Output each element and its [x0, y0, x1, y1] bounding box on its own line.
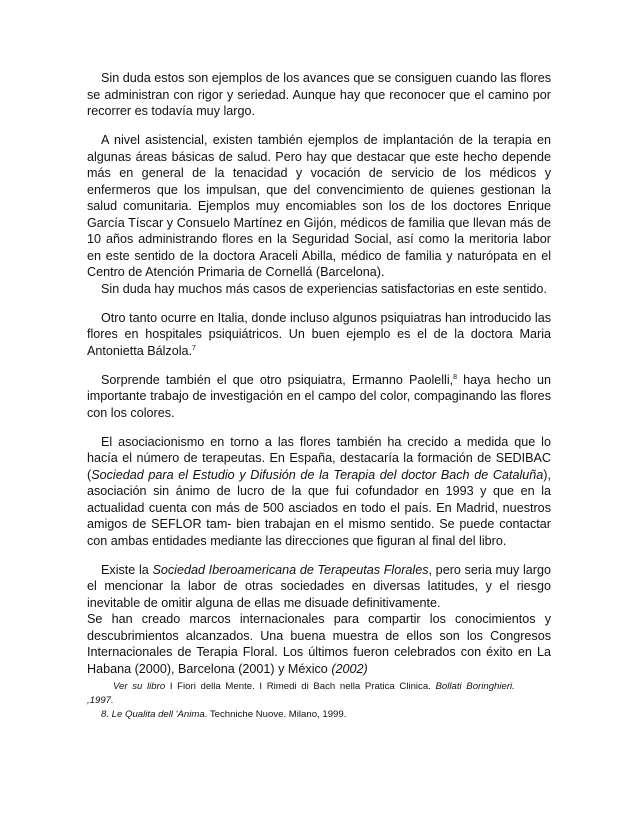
paragraph-6-text-a: El asociacionismo en torno a las flores también ha crecido a medida que lo hacía el número de terapeutas. En España, destacaría la formación de SEDIBAC ( [87, 434, 551, 482]
paragraph-7 [87, 562, 551, 612]
footnote-7-title: I Fiori della Mente. I Rimedi di Bach nella Pratica Clinica. [165, 681, 436, 692]
paragraph-4-text: Otro tanto ocurre en Italia, donde incluso algunos psiquiatras han introducido las flores en hospitales psiquiátricos. Un buen ejemplo es el de la doctora Maria Antonietta Bálzola. [87, 310, 551, 358]
sedibac-name: Sociedad para el Estudio y Difusión de la Terapia del doctor Bach de Cataluña [91, 467, 544, 482]
footnote-7-lead: Ver su libro [113, 681, 166, 692]
paragraph-6-text-b: ), asociación sin ánimo de lucro de la que fui cofundador en 1993 y que en la actualidad cuenta con más de 500 asciados en todo el país. En Madrid, nuestros amigos de SEFLOR tam- bien trabajan en el mismo sentido. Se puede contactar con ambas entidades mediante las direcciones que figuran al final del libro. [87, 467, 551, 548]
paragraph-8-text: Se han creado marcos internacionales para compartir los conocimientos y descubrimientos alcanzados. Una buena muestra de ellos son los Congresos Internacionales de Terapia Floral. Los últimos fueron celebrados con éxito en La Habana (2000), Barcelona (2001) y México [87, 612, 551, 676]
footnote-7 [87, 680, 551, 708]
paragraph-7-text-b: , pero seria muy largo el mencionar la labor de otras sociedades en diversas latitudes, y el riesgo inevitable de omitir alguna de ellas me disuade definitivamente. [87, 562, 551, 610]
footnotes [87, 680, 551, 722]
footnote-8 [87, 708, 551, 722]
paragraph-7-text-a: Existe la [101, 562, 153, 577]
footnote-7-year: ,1997. [87, 695, 114, 706]
paragraph-2: A nivel asistencial, existen también ejemplos de implantación de la terapia en algunas áreas básicas de salud. Pero hay que destacar que este hecho depende más en general de la tenacidad y vocación de servicio de los médicos y enfermeros que los impulsan, que del convencimiento de quienes gestionan la salud comunitaria. Ejemplos muy encomiables son los de los doctores Enrique García Tíscar y Consuelo Martínez en Gijón, médicos de familia que llevan más de 10 años administrando flores en la Seguridad Social, así como la meritoria labor en este sentido de la doctora Araceli Abilla, médico de familia y naturópata en el Centro de Atención Primaria de Cornellá (Barcelona). [87, 133, 551, 279]
paragraph-5-text-a: Sorprende también el que otro psiquiatra, Ermanno Paolelli, [101, 372, 454, 387]
document-body [87, 70, 551, 677]
footnote-8-title: 8. Le Qualita dell 'Anima [101, 709, 205, 720]
paragraph-1: Sin duda estos son ejemplos de los avances que se consiguen cuando las flores se administran con rigor y seriedad. Aunque hay que reconocer que el camino por recorrer es todavía muy largo. [87, 71, 551, 118]
society-name: Sociedad Iberoamericana de Terapeutas Florales [152, 562, 429, 577]
paragraph-8 [87, 611, 551, 677]
paragraph-5-text-b: haya hecho un importante trabajo de investigación en el campo del color, compaginando las flores con los colores. [87, 372, 551, 420]
mexico-year: (2002) [331, 661, 368, 676]
paragraph-6 [87, 434, 551, 550]
footnote-7-publisher: Bollati Boringhieri. [435, 681, 515, 692]
footnote-ref-8: 8 [453, 373, 458, 381]
paragraph-5 [87, 372, 551, 422]
footnote-ref-7: 7 [192, 344, 196, 352]
footnote-8-details: . Techniche Nuove. Milano, 1999. [204, 709, 347, 720]
paragraph-3: Sin duda hay muchos más casos de experiencias satisfactorias en este sentido. [101, 281, 547, 296]
paragraph-4 [87, 310, 551, 360]
